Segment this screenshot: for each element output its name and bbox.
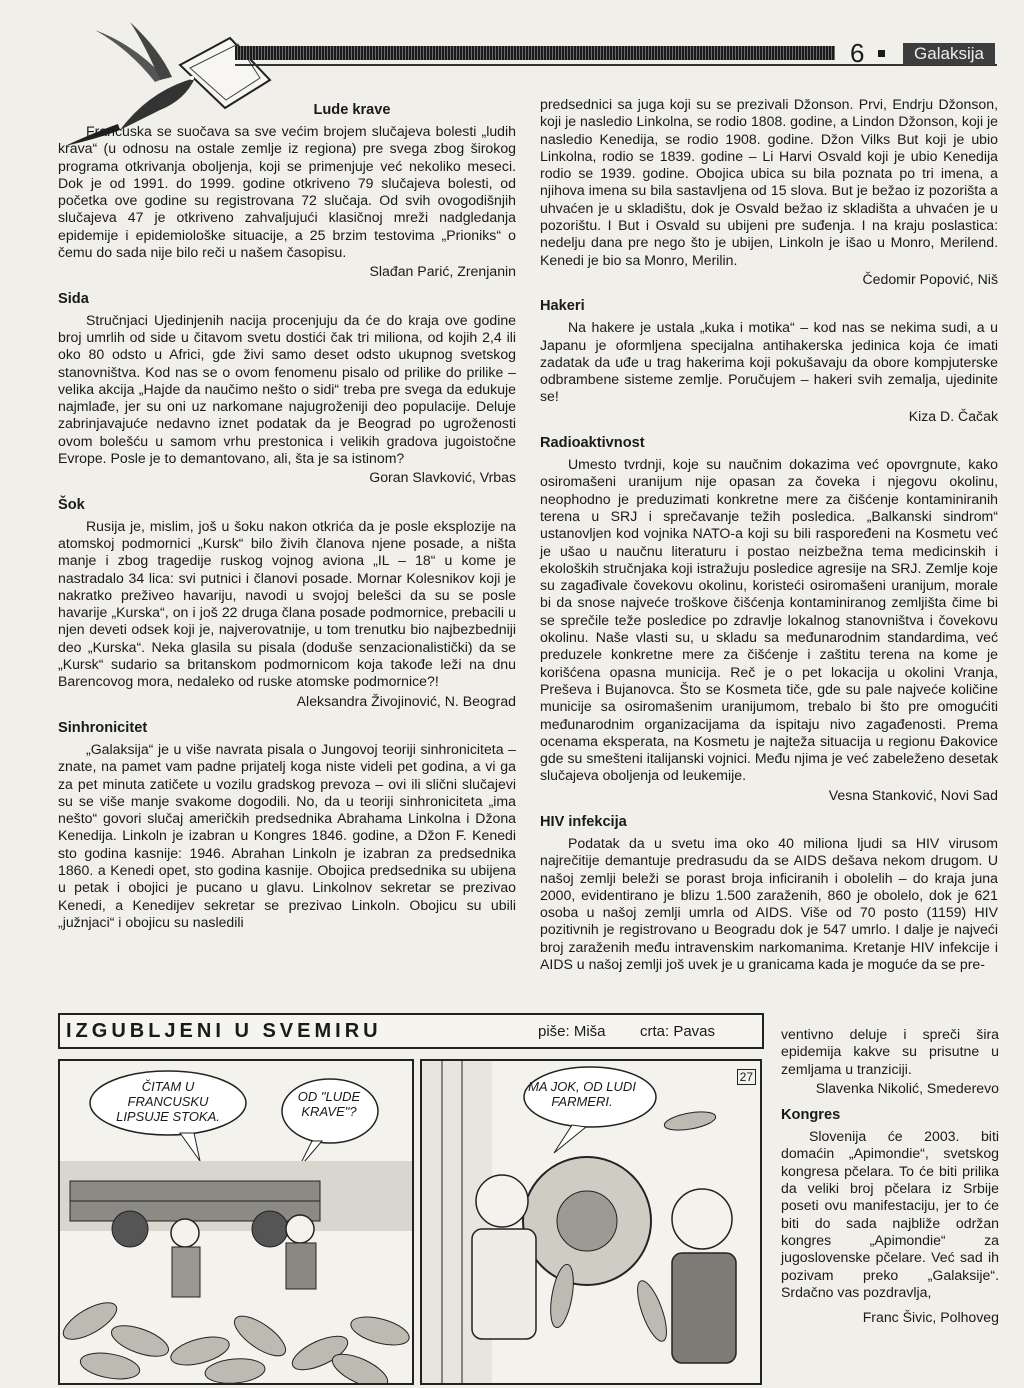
section-title: Sinhronicitet: [58, 719, 148, 736]
section-text: Francuska se suočava sa sve većim brojem slučajeva bolesti „ludih krava“ (u odnosu na ostale zemlje iz regiona) pre svega zbog širokog programa otkrivanja oboljenja, koji se primenjuje već nekoliko meseci. Dok je od 1991. do 1999. godine otkriveno 79 slučajeva bolesti, od početka ove godine su registrovana 72 slučaja. Od svih ovogodišnjih slučajeva 47 je otkriveno zahvaljujući klasičnoj mreži nadgledanja epidemije i epidemiološke situacije, a 25 brzim testovima „Prioniks“ o čemu do sada nije bilo reči u našem časopisu.: [58, 123, 516, 261]
bullet-square: [878, 50, 885, 57]
section-text: Na hakere je ustala „kuka i motika“ – kod nas se nekima sudi, a u Japanu je oformljena specijalna antihakerska jedinica koja će imati zadatak da uđe u trag hakerima koji pokušavaju da obore kompjuterske odbrambene sisteme zemlje. Poručujem – hakeri svih zemalja, ujedinite se!: [540, 319, 998, 405]
section-title: Hakeri: [540, 298, 585, 315]
speech-bubble: MA JOK, OD LUDI FARMERI.: [528, 1079, 636, 1109]
section-text: predsednici sa juga koji su se prezivali Džonson. Prvi, Endrju Džonson, koji je nasledio Linkolna, se rodio 1808. godine, a Lindon Džonson, koji je nasledio Kenedija, se rodio 1908. godine. Džon Vilks But koji je ubio Linkolna, rodio se 1839. godine – Li Harvi Osvald koji je ubio Kenedija rodio se 1939. godine. Obojica ubica su bila poznata po tri imena, a njihova imena su bila sastavljena od 15 slova. But je bežao iz pozorišta a uhvaćen je u skladištu, dok je Osvald bežao iz skladišta a uhvaćen je u pozorištu. I But i Osvald su ubijeni pre suđenja. I na kraju poslastica: nedelju dana pre nego što je ubijen, Linkoln je išao u Monro, Merilend. Kenedi je bio sa Monro, Merilin.: [540, 96, 998, 268]
section-title: Lude krave: [313, 102, 391, 118]
section-title: Radioaktivnost: [540, 435, 645, 452]
narrow-column: [781, 1026, 999, 1330]
section-author: Goran Slavković, Vrbas: [369, 469, 516, 486]
section-author: Slavenka Nikolić, Smederevo: [815, 1079, 999, 1096]
speech-bubble: OD "LUDE KRAVE"?: [297, 1089, 361, 1119]
comic-artist: crta: Pavas: [640, 1023, 716, 1040]
header-line: [235, 64, 997, 66]
section-text: Umesto tvrdnji, koje su naučnim dokazima već opovrgnute, kako osiromašeni uranijum nije opasan za čoveka i njegovu okolinu, neophodno je preduzimati konkretne mere za čišćenje kontaminiranih terena u SRJ i sprečavanje težih posledica. „Balkanski sindrom“ ustanovljen kod vojnika NATO-a koji su bili raspoređeni na Kosmetu već je ušao u naučnu literaturu i postao neizbežna tema medicinskih i ekoloških stručnjaka koji istražuju posledice agresije na SRJ. Zemlje koje su zagađivale čovekovu okolinu, koristeći osiromašeni uranijum, morale bi da snose najveće troškove čišćenja kontaminiranog zemljišta čime bi se sprečile teže posledice po zdravlje lokalnog stanovništva i čovekovu okolinu. Naše vlasti su, u skladu sa međunarodnim standardima, već preduzele konkretne mere za čišćenje i zaštitu terena na kome je korišćena opasna municija. Reč je o pet lokacija u okolini Vranja, Preševa i Bujanovca. Što se Kosmeta tiče, gde su pale najveće količine municije sa osiromašenim uranijumom, trebalo bi što pre omogućiti međunarodnim organizacijama da ispitaju nivo zagađenosti. Prema ocenama eksperata, na Kosmetu je najteža situacija u regionu Đakovice gde su smešteni italijanski vojnici. Među njima je već zabeleženo desetak slučajeva oboljenja od leukemije.: [540, 456, 998, 784]
section-author: Kiza D. Čačak: [908, 407, 998, 424]
section-author: Vesna Stanković, Novi Sad: [828, 786, 998, 803]
section-text: „Galaksija“ je u više navrata pisala o Jungovoj teoriji sinhroniciteta – znate, na pamet vam padne prijatelj koga niste videli pet godina, a vi ga za pet minuta zatičete u vozilu gradskog prevoza – ovi ili slični slučajevi su se više manje svakome dogodili. No, da u teoriji sinhroniciteta „ima nešto“ govori slučaj američkih predsednika Abrahama Linkolna i Džona Kenedija. Linkoln je izabran u Kongres 1846. godine, a Džon F. Kenedi sto godina kasnije: 1946. Abrahan Linkoln je izabran za predsednika 1860. a Kenedi opet, sto godina kasnije. Obojica predsednika su ubijena u petak i obojici je pucano u glavu. Linkolnov sekretar se prezivao Kenedi, a Kenedijev sekretar se prezivao Linkoln. Obojicu su ubili „južnjaci“ i obojicu su nasledili: [58, 740, 516, 930]
section-text: Rusija je, mislim, još u šoku nakon otkrića da je posle eksplozije na atomskoj podmornici „Kursk“ bilo živih članova njene posade, a ništa manje i zbog tragedije ruskog vojnog aviona „IL – 18“ u kome je nastradalo 34 lica: svi putnici i članovi posade. Mornar Kolesnikov koji je nakratko preživeo havariju, navodi u svojoj belešci da su se posle havarije „Kurska“, on i još 22 druga člana posade podmornice, prebacili u njen deveti odsek koji je, najverovatnije, u tom trenutku bio najbezbedniji deo „Kurska“. Neka glasila su pisala (doduše senzacionalistički) da se „Kursk“ sudario sa britanskom podmornicom koja takođe leži na dnu Barencovog mora, nedaleko od ruske atomske podmornice?!: [58, 517, 516, 690]
comic-header: [58, 1013, 764, 1049]
page-number: 6: [850, 38, 865, 68]
left-column: [58, 96, 516, 931]
section-title: HIV infekcija: [540, 813, 627, 830]
panel-number: 27: [737, 1069, 756, 1085]
section-title: Kongres: [781, 1107, 841, 1124]
section-author: Aleksandra Živojinović, N. Beograd: [296, 692, 516, 709]
section-text: ventivno deluje i spreči šira epidemija kakve su prisutne u zemljama u tranziciji.: [781, 1026, 999, 1077]
section-text: Slovenija će 2003. biti domaćin „Apimondie“, svetskog kongresa pčelara. To će biti prilika da veliki broj pčelara iz Srbije poseti ovu manifestaciju, jer to će biti do sada najbliže održan kongres „Apimondie“ za jugoslovenske pčelare. Već sad ih pozivam preko „Galaksije“. Srdačno vas pozdravlja,: [781, 1128, 999, 1300]
comic-strip: [58, 1013, 768, 1383]
section-author: Slađan Parić, Zrenjanin: [369, 263, 516, 280]
section-author: Čedomir Popović, Niš: [862, 270, 998, 287]
comic-author: piše: Miša: [538, 1023, 606, 1040]
right-column: [540, 96, 998, 973]
section-title: Sida: [58, 290, 89, 307]
section-text: Stručnjaci Ujedinjenih nacija procenjuju da će do kraja ove godine broj umrlih od side u čitavom svetu dostići čak tri miliona, od kojih 2,4 ili oko 80 odsto u Africi, gde živi samo deset odsto ukupnog svetskog stanovništva. Kod nas se o ovom fenomenu pisalo od prilike do prilike – velika akcija „Hajde da naučimo nešto o sidi“ treba pre svega da edukuje najmlađe, jer su oni uz narkomane najugroženiji deo populacije. Deluje zabrinjavajuće nedavno iznet podatak da je Beograd po ugroženosti ovom bolešću u samom vrhu prestonica i velikih gradova jugoistočne Evrope. Posle je to demantovano, ali, šta je sa istinom?: [58, 311, 516, 467]
comic-panel-2: [420, 1059, 762, 1385]
section-title: Šok: [58, 496, 85, 513]
comic-title: IZGUBLJENI U SVEMIRU: [66, 1020, 382, 1042]
section-text: Podatak da u svetu ima oko 40 miliona ljudi sa HIV virusom najrečitije demantuje predrasudu da se AIDS dešava nekom drugom. U našoj zemlji beleži se porast broja inficiranih i obolelih – do kraja juna 2000, evidentirano je blizu 1.500 zaraženih, 860 je obolelo, dok je 621 osoba u našoj zemlji umrla od AIDS. Više od 70 posto (1159) HIV pozitivnih je registrovano u Beogradu dok je 547 umrlo. I dalje je najveći broj zaraženih među intravenskim narkomanima. Kretanje HIV infekcije i AIDS u našoj zemlji još uvek je u granicama kada je moguće da se pre-: [540, 834, 998, 973]
header-rule: [235, 46, 835, 60]
magazine-brand: Galaksija: [903, 43, 995, 65]
section-author: Franc Šivic, Polhoveg: [862, 1309, 999, 1326]
comic-drawing-corn: [422, 1061, 760, 1383]
speech-bubble: ČITAM U FRANCUSKU LIPSUJE STOKA.: [116, 1079, 220, 1124]
comic-panel-1: [58, 1059, 414, 1385]
